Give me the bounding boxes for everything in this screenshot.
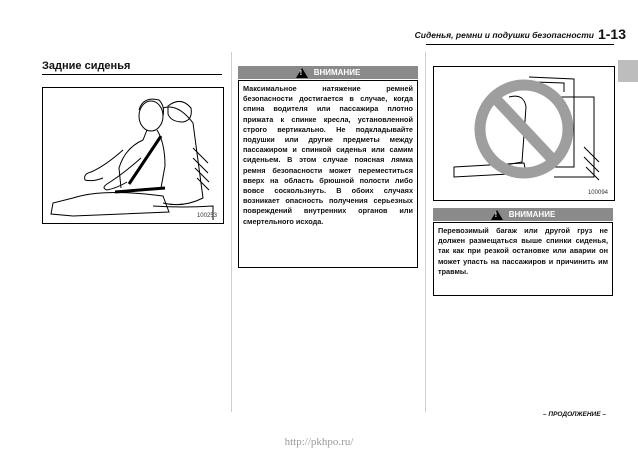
warning-header-1: [238, 66, 418, 79]
page-number: 1-13: [597, 26, 626, 42]
warning-triangle-icon: !: [491, 210, 503, 220]
warning-label-2: ВНИМАНИЕ: [508, 210, 556, 219]
warning-body-1: Максимальное натяжение ремней безопасности достигается в случае, когда спина водителя или пассажира плотно прижата к спинке кресла, установленной строго вертикально. Не подкладывайте подушки или другие предметы между пассажиром и спинкой сиденья или самим сиденьем. В этом случае поясная лямка ремня безопасности может переместиться вверх на область брюшной полости либо вовсе соскользнуть. В обоих случаях возникает опасность получения серьезных повреждений внутренних органов или смертельного исхода.: [238, 80, 418, 268]
warning-body-2: Перевозимый багаж или другой груз не должен размещаться выше спинки сиденья, так как при резкой остановке или аварии он может упасть на пассажиров и причинить им травмы.: [433, 222, 613, 296]
figure-id-left: 100253: [196, 213, 217, 219]
header-rule: [426, 44, 614, 45]
figure-id-right: 100094: [587, 190, 608, 196]
footer-url: http://pkhpo.ru/: [284, 436, 354, 448]
luggage-prohibited-illustration: [434, 67, 614, 200]
figure-luggage-prohibited: [433, 66, 615, 201]
continued-label: – ПРОДОЛЖЕНИЕ –: [542, 411, 606, 418]
section-rule: [42, 74, 222, 75]
seated-passenger-illustration: [43, 88, 223, 223]
column-divider-right: [425, 52, 426, 412]
running-header-title: Сиденья, ремни и подушки безопасности: [414, 30, 594, 40]
warning-label-1: ВНИМАНИЕ: [313, 68, 361, 77]
warning-header-2: [433, 208, 613, 221]
column-divider-left: [231, 52, 232, 412]
figure-seated-passenger: [42, 87, 224, 224]
section-title: Задние сиденья: [42, 60, 131, 72]
warning-triangle-icon: !: [296, 68, 308, 78]
chapter-side-tab: [618, 60, 638, 82]
